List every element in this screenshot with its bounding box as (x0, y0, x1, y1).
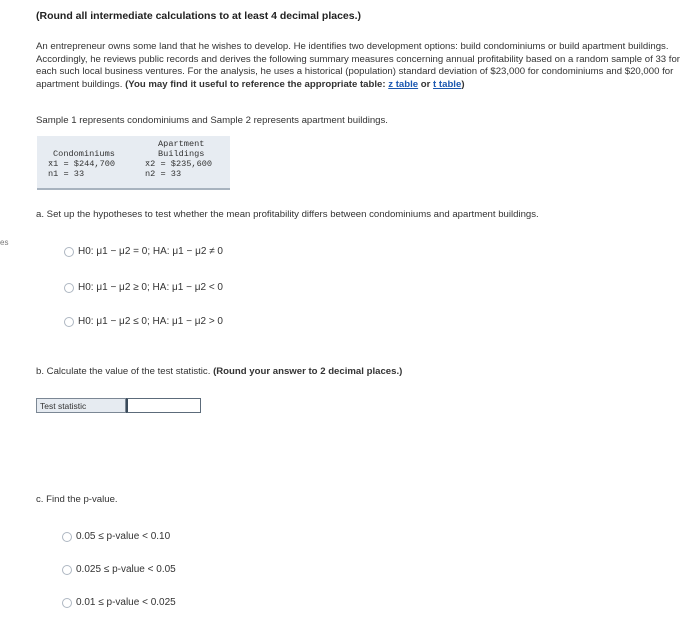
part-c-question: c. Find the p-value. (36, 494, 118, 505)
part-c-option-3[interactable] (62, 597, 176, 608)
instruction-text: (Round all intermediate calculations to at least 4 decimal places.) (36, 10, 362, 22)
option-label: 0.025 ≤ p-value < 0.05 (76, 564, 176, 575)
radio-button[interactable] (62, 532, 72, 542)
col2-header-line1: Apartment (158, 139, 205, 149)
intro-table-note: (You may find it useful to reference the appropriate table: (125, 78, 386, 90)
radio-button[interactable] (62, 598, 72, 608)
intro-or: or (420, 78, 431, 90)
part-a-option-2[interactable] (64, 282, 223, 293)
option-label: 0.05 ≤ p-value < 0.10 (76, 531, 171, 542)
option-label: H0: μ1 − μ2 ≥ 0; HA: μ1 − μ2 < 0 (78, 282, 223, 293)
col1-header: Condominiums (53, 149, 115, 159)
summary-table (37, 136, 230, 190)
part-b-text: b. Calculate the value of the test statistic. (36, 366, 211, 377)
radio-button[interactable] (62, 565, 72, 575)
part-c-option-2[interactable] (62, 564, 176, 575)
intro-text: An entrepreneur owns some land that he wishes to develop. He identifies two development options: build condominiums or build apartment buildings. Accordingly, he reviews public records and derives the following summary measures concerning annual profitability based on a random sample of 33 for each such local business ventures. For the analysis, he uses a historical (population) standard deviation of $23,000 for condominiums and $20,000 for apartment buildings. (36, 41, 680, 90)
option-label: H0: μ1 − μ2 = 0; HA: μ1 − μ2 ≠ 0 (78, 246, 223, 257)
part-a-option-1[interactable] (64, 246, 223, 257)
test-statistic-input[interactable] (126, 398, 201, 413)
sample-description: Sample 1 represents condominiums and Sample 2 represents apartment buildings. (36, 115, 388, 126)
radio-button[interactable] (64, 247, 74, 257)
test-statistic-label: Test statistic (36, 398, 126, 413)
option-label: H0: μ1 − μ2 ≤ 0; HA: μ1 − μ2 > 0 (78, 316, 223, 327)
option-label: 0.01 ≤ p-value < 0.025 (76, 597, 176, 608)
table-bottom-rule (37, 188, 230, 190)
left-edge-mark: es (0, 238, 9, 247)
part-a-option-3[interactable] (64, 316, 223, 327)
col2-header-line2: Buildings (158, 149, 205, 159)
part-b-question (36, 366, 402, 377)
z-table-link[interactable]: z table (388, 78, 419, 90)
col1-mean: x̄1 = $244,700 (48, 159, 116, 169)
t-table-link[interactable]: t table (433, 78, 462, 90)
part-c-option-1[interactable] (62, 531, 170, 542)
intro-close: ) (461, 78, 465, 90)
problem-intro (36, 41, 686, 91)
col2-n: n2 = 33 (145, 169, 182, 179)
radio-button[interactable] (64, 283, 74, 293)
part-a-question: a. Set up the hypotheses to test whether the mean profitability differs between condominiums and apartment buildings. (36, 209, 539, 220)
col2-mean: x̄2 = $235,600 (145, 159, 213, 169)
radio-button[interactable] (64, 317, 74, 327)
col1-n: n1 = 33 (48, 169, 85, 179)
part-b-note: (Round your answer to 2 decimal places.) (213, 366, 403, 377)
